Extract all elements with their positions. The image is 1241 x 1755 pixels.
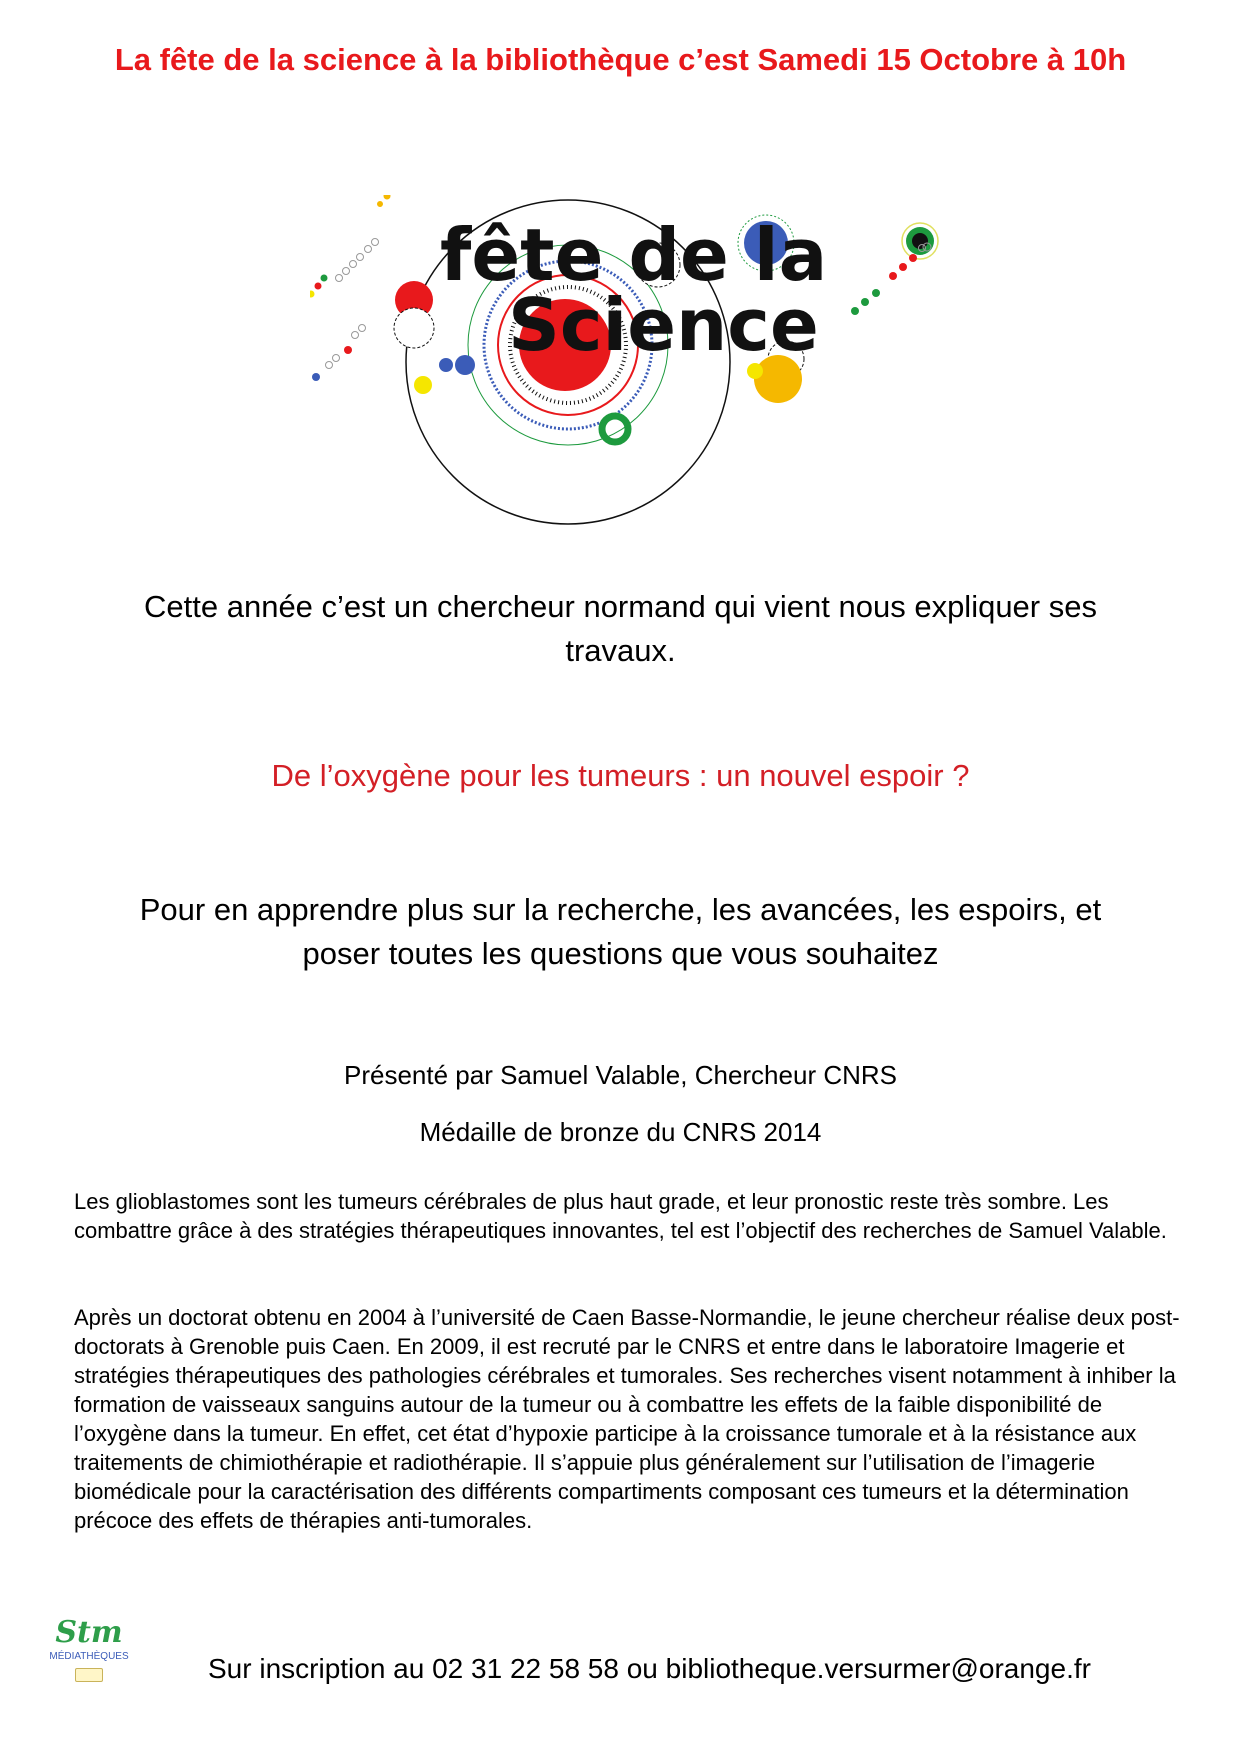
intro-line2: travaux. [565, 633, 676, 668]
stm-logo-mark: Stm [55, 1615, 123, 1650]
talk-title: De l’oxygène pour les tumeurs : un nouvel espoir ? [271, 758, 970, 793]
headline: La fête de la science à la bibliothèque c’est Samedi 15 Octobre à 10h [114, 42, 1127, 77]
presenter: Présenté par Samuel Valable, Chercheur CNRS [343, 1060, 897, 1090]
intro-text [0, 585, 1241, 673]
intro-line1: Cette année c’est un chercheur normand qui vient nous expliquer ses [144, 589, 1097, 624]
stm-logo-label: MÉDIATHÈQUES [49, 1651, 129, 1662]
award: Médaille de bronze du CNRS 2014 [419, 1117, 822, 1147]
book-icon [75, 1668, 103, 1682]
contact-info: Sur inscription au 02 31 22 58 58 ou bibliotheque.versurmer@orange.fr [208, 1653, 1091, 1684]
paragraph-biography: Après un doctorat obtenu en 2004 à l’université de Caen Basse-Normandie, le jeune chercheur réalise deux post-doctorats à Grenoble puis Caen. En 2009, il est recruté par le CNRS et entre dans le laboratoire Imagerie et stratégies thérapeutiques des pathologies cérébrales et tumorales. Ses recherches visent notamment à inhiber la formation de vaisseaux sanguins autour de la tumeur ou à combattre les effets de la faible disponibilité de l’oxygène dans la tumeur. En effet, cet état d’hypoxie participe à la croissance tumorale et à la résistance aux traitements de chimiothérapie et radiothérapie. Il s’appuie plus généralement sur l’utilisation de l’imagerie biomédicale pour la caractérisation des différents compartiments composant ces tumeurs et la détermination précoce des effets de thérapies anti-tumorales. [74, 1305, 1180, 1533]
logo-line1: fête de la [440, 213, 828, 297]
fete-de-la-science-logo [310, 195, 1050, 550]
stm-mediatheques-logo [44, 1615, 134, 1695]
pitch-text [0, 888, 1241, 976]
pitch-line2: poser toutes les questions que vous souhaitez [302, 936, 939, 971]
paragraph-intro: Les glioblastomes sont les tumeurs cérébrales de plus haut grade, et leur pronostic reste très sombre. Les combattre grâce à des stratégies thérapeutiques innovantes, tel est l’objectif des recherches de Samuel Valable. [74, 1189, 1167, 1243]
logo-line2: Science [508, 283, 819, 367]
pitch-line1: Pour en apprendre plus sur la recherche, les avancées, les espoirs, et [139, 892, 1102, 927]
